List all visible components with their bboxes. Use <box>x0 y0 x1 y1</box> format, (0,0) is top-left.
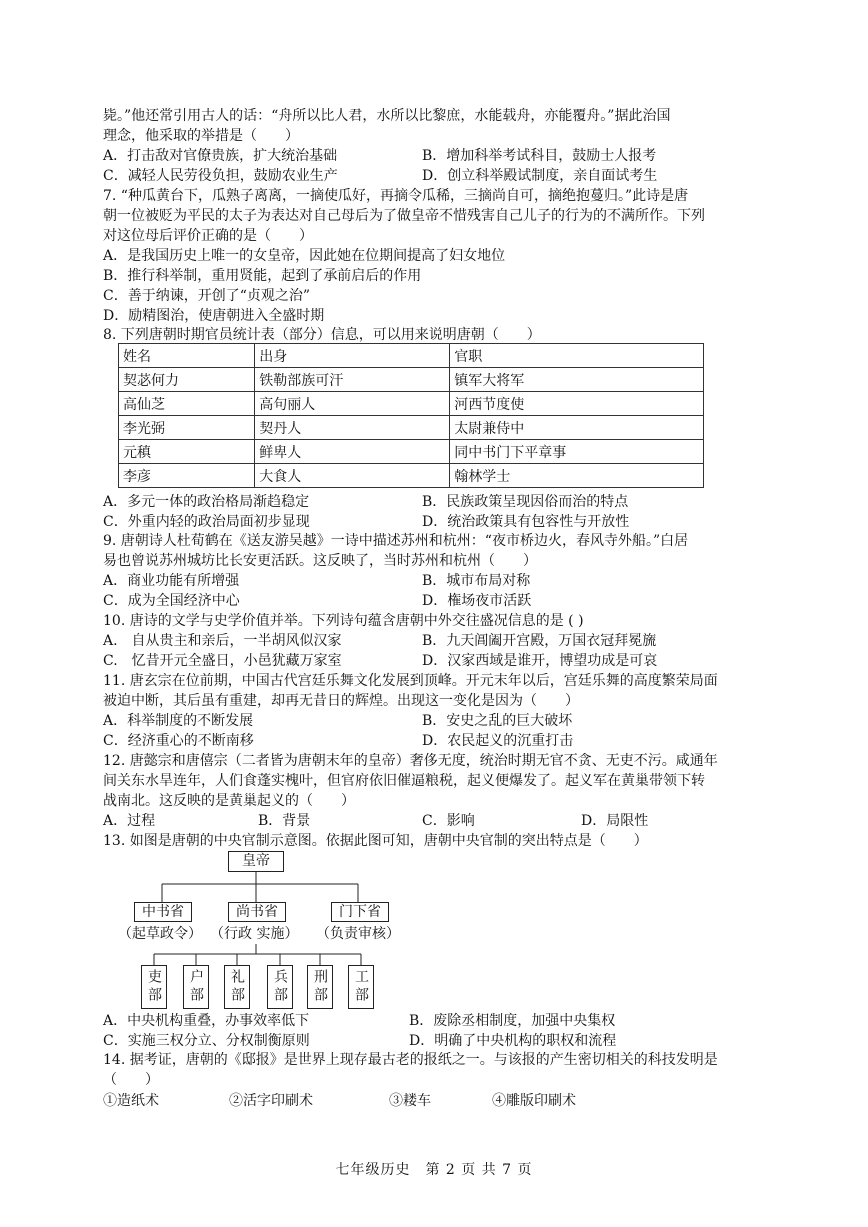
ministry-box-revenue: 户部 <box>183 965 209 1009</box>
table-row <box>119 392 704 416</box>
table-row <box>119 416 704 440</box>
q10-option-b: B．九天阊阖开宫殿，万国衣冠拜冕旒 <box>422 633 657 649</box>
q12-option-b: B．背景 <box>258 813 311 829</box>
q14-option-1: ①造纸术 <box>103 1093 159 1109</box>
table-cell: 铁勒部族可汗 <box>255 368 450 392</box>
q10-option-a: A. 自从贵主和亲后，一半胡风似汉家 <box>103 633 342 649</box>
q10-stem: 10. 唐诗的文学与史学价值并举。下列诗句蕴含唐朝中外交往盛况信息的是 ( ) <box>103 613 584 629</box>
q12-option-a: A．过程 <box>103 813 156 829</box>
q11-option-d: D．农民起义的沉重打击 <box>422 733 574 749</box>
ministry-box-war: 兵部 <box>267 965 293 1009</box>
table-cell: 契苾何力 <box>119 368 255 392</box>
ministry-box-li-personnel: 吏部 <box>141 965 167 1009</box>
table-header: 姓名 <box>119 344 255 368</box>
q11-option-a: A．科举制度的不断发展 <box>103 713 254 729</box>
q6-option-d: D．创立科举殿试制度，亲自面试考生 <box>422 168 658 184</box>
q13-option-a: A．中央机构重叠，办事效率低下 <box>103 1013 310 1029</box>
menxia-box: 门下省 <box>331 902 389 922</box>
ministry-box-justice: 刑部 <box>307 965 333 1009</box>
q8-option-c: C．外重内轻的政治局面初步显现 <box>103 514 310 530</box>
q9-option-a: A．商业功能有所增强 <box>103 573 240 589</box>
table-header: 出身 <box>255 344 450 368</box>
q12-line-2: 间关东水旱连年，人们食蓬实槐叶，但官府依旧催逼粮税，起义便爆发了。起义军在黄巢带领下转 <box>103 773 705 789</box>
zhongshu-box: 中书省 <box>134 902 192 922</box>
q7-option-a: A．是我国历史上唯一的女皇帝，因此她在位期间提高了妇女地位 <box>103 248 506 264</box>
q14-option-2: ②活字印刷术 <box>229 1093 313 1109</box>
table-cell: 太尉兼侍中 <box>450 416 704 440</box>
q11-option-b: B．安史之乱的巨大破坏 <box>422 713 573 729</box>
table-cell: 翰林学士 <box>450 464 704 488</box>
q12-option-c: C．影响 <box>422 813 475 829</box>
q10-option-c: C. 忆昔开元全盛日，小邑犹藏万家室 <box>103 653 342 669</box>
shangshu-note: （行政 实施） <box>210 926 299 942</box>
q13-option-d: D．明确了中央机构的职权和流程 <box>409 1033 617 1049</box>
q8-stem: 8. 下列唐朝时期官员统计表（部分）信息，可以用来说明唐朝（ ） <box>103 327 541 343</box>
page-footer: 七年级历史 第 2 页 共 7 页 <box>335 1162 533 1178</box>
q8-option-b: B．民族政策呈现因俗而治的特点 <box>422 494 629 510</box>
q9-line-2: 易也曾说苏州城坊比长安更活跃。这反映了，当时苏州和杭州（ ） <box>103 553 537 569</box>
q11-line-2: 被迫中断，其后虽有重建，却再无昔日的辉煌。出现这一变化是因为（ ） <box>103 693 579 709</box>
table-cell: 契丹人 <box>255 416 450 440</box>
officials-table <box>118 343 704 488</box>
q8-option-a: A．多元一体的政治格局渐趋稳定 <box>103 494 310 510</box>
ministry-box-works: 工部 <box>348 965 374 1009</box>
q12-line-3: 战南北。这反映的是黄巢起义的（ ） <box>103 793 355 809</box>
q13-option-b: B．废除丞相制度，加强中央集权 <box>409 1013 616 1029</box>
q6-option-c: C．减轻人民劳役负担，鼓励农业生产 <box>103 168 338 184</box>
q12-option-d: D．局限性 <box>581 813 649 829</box>
emperor-box: 皇帝 <box>228 851 284 872</box>
q6-option-b: B．增加科举考试科目，鼓励士人报考 <box>422 148 657 164</box>
q7-line-3: 对这位母后评价正确的是（ ） <box>103 228 313 244</box>
table-row <box>119 464 704 488</box>
table-cell: 李彦 <box>119 464 255 488</box>
table-row <box>119 368 704 392</box>
q7-line-1: 7. “种瓜黄台下，瓜熟子离离，一摘使瓜好，再摘令瓜稀，三摘尚自可，摘绝抱蔓归。”此诗是唐 <box>103 188 689 204</box>
q10-option-d: D．汉家西域是谁开，博望功成是可哀 <box>422 653 658 669</box>
table-cell: 大食人 <box>255 464 450 488</box>
q6-line-2: 理念，他采取的举措是（ ） <box>103 128 299 144</box>
table-cell: 李光弼 <box>119 416 255 440</box>
table-cell: 元稹 <box>119 440 255 464</box>
q13-option-c: C．实施三权分立、分权制衡原则 <box>103 1033 310 1049</box>
q9-option-b: B．城市布局对称 <box>422 573 531 589</box>
q6-option-a: A．打击敌对官僚贵族，扩大统治基础 <box>103 148 338 164</box>
q14-line-1: 14. 据考证，唐朝的《邸报》是世界上现存最古老的报纸之一。与该报的产生密切相关的科技发明是 <box>103 1052 718 1068</box>
shangshu-box: 尚书省 <box>228 902 286 922</box>
table-header-row <box>119 344 704 368</box>
menxia-note: （负责审核） <box>316 926 400 942</box>
table-cell: 同中书门下平章事 <box>450 440 704 464</box>
q7-option-d: D．励精图治，使唐朝进入全盛时期 <box>103 308 325 324</box>
q12-line-1: 12. 唐懿宗和唐僖宗（二者皆为唐朝末年的皇帝）奢侈无度，统治时期无官不贪、无吏不污。咸通年 <box>103 753 718 769</box>
q14-line-2: （ ） <box>103 1072 159 1088</box>
q8-option-d: D．统治政策具有包容性与开放性 <box>422 514 630 530</box>
q14-option-3: ③耧车 <box>389 1093 431 1109</box>
table-cell: 高句丽人 <box>255 392 450 416</box>
table-cell: 镇军大将军 <box>450 368 704 392</box>
table-cell: 高仙芝 <box>119 392 255 416</box>
q9-option-c: C．成为全国经济中心 <box>103 593 240 609</box>
table-cell: 鲜卑人 <box>255 440 450 464</box>
q7-option-b: B．推行科举制，重用贤能，起到了承前启后的作用 <box>103 268 422 284</box>
zhongshu-note: （起草政令） <box>118 926 202 942</box>
q14-option-4: ④雕版印刷术 <box>492 1093 576 1109</box>
q9-option-d: D．権场夜市活跃 <box>422 593 532 609</box>
table-cell: 河西节度使 <box>450 392 704 416</box>
table-row <box>119 440 704 464</box>
q9-line-1: 9. 唐朝诗人杜荀鹤在《送友游吴越》一诗中描述苏州和杭州：“夜市桥边火，春风寺外船。”白居 <box>103 533 689 549</box>
q11-option-c: C．经济重心的不断南移 <box>103 733 254 749</box>
q11-line-1: 11. 唐玄宗在位前期，中国古代宫廷乐舞文化发展到顶峰。开元末年以后，宫廷乐舞的高度繁荣局面 <box>103 673 718 689</box>
q7-option-c: C．善于纳谏，开创了“贞观之治” <box>103 288 311 304</box>
q13-stem: 13. 如图是唐朝的中央官制示意图。依据此图可知，唐朝中央官制的突出特点是（ ） <box>103 833 648 849</box>
ministry-box-rites: 礼部 <box>224 965 250 1009</box>
q7-line-2: 朝一位被贬为平民的太子为表达对自己母后为了做皇帝不惜残害自己儿子的行为的不满所作。下列 <box>103 208 705 224</box>
q6-line-1: 毙。”他还常引用古人的话：“舟所以比人君，水所以比黎庶，水能载舟，亦能覆舟。”据此治国 <box>103 108 671 124</box>
table-header: 官职 <box>450 344 704 368</box>
